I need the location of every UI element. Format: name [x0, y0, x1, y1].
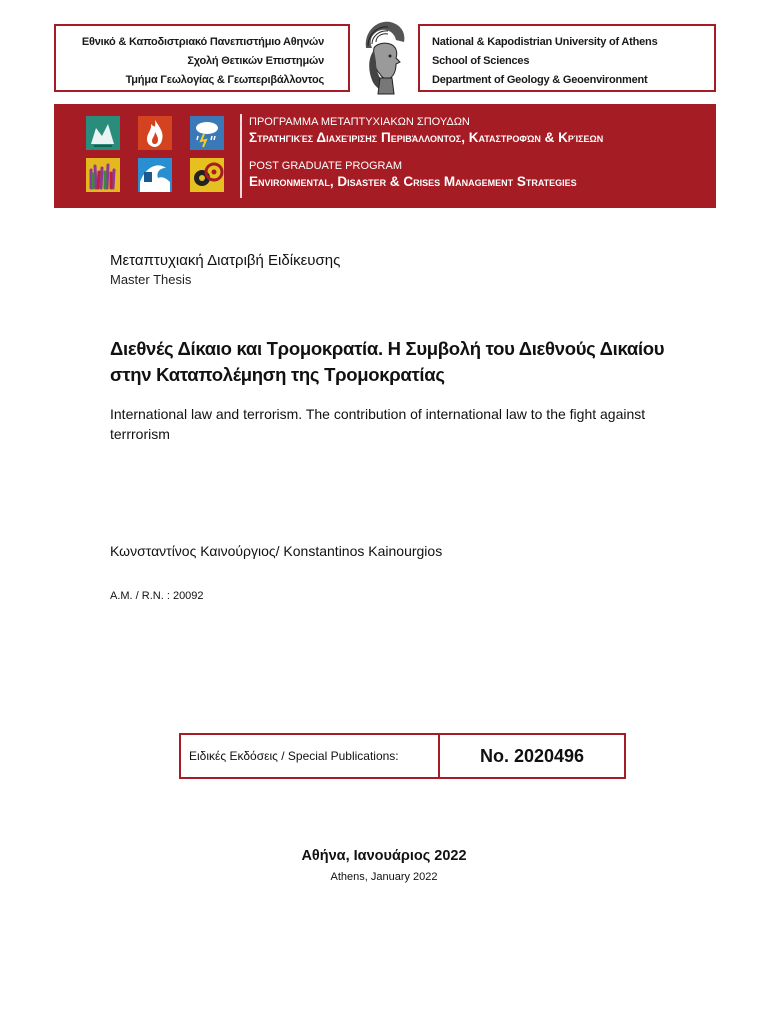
thesis-type-greek: Μεταπτυχιακή Διατριβή Ειδίκευσης: [110, 252, 341, 269]
place-date-greek: Αθήνα, Ιανουάριος 2022: [301, 848, 467, 864]
special-publications-box: [179, 733, 626, 779]
title-line: International law and terrorism. The contribution of international law to the fight against: [110, 406, 646, 422]
title-line: στην Καταπολέμηση της Τρομοκρατίας: [110, 364, 445, 385]
publications-label: Ειδικές Εκδόσεις / Special Publications:: [181, 735, 440, 777]
publications-number: No. 2020496: [479, 746, 585, 766]
banner-divider: [240, 114, 242, 198]
title-line: Διεθνές Δίκαιο και Τρομοκρατία. Η Συμβολή του Διεθνούς Δικαίου: [110, 338, 665, 359]
title-line: terrrorism: [110, 426, 170, 442]
header-line: School of Sciences: [432, 55, 530, 67]
header-line: Department of Geology & Geoenvironment: [432, 74, 648, 86]
fire-icon: [138, 116, 172, 150]
storm-icon: [190, 116, 224, 150]
place-date-english: Athens, January 2022: [330, 871, 438, 883]
registration-number: A.M. / R.N. : 20092: [110, 590, 204, 602]
program-title-greek: Στρατηγικές Διαχείρισης Περιβάλλοντος, Καταστροφών & Κρίσεων: [249, 130, 604, 145]
university-header-greek: [54, 24, 350, 92]
header-line: National & Kapodistrian University of Athens: [432, 36, 658, 48]
header-line: Εθνικό & Καποδιστριακό Πανεπιστήμιο Αθηνών: [81, 36, 324, 48]
thesis-title-greek: [110, 336, 664, 388]
thesis-type-english: Master Thesis: [110, 272, 192, 287]
flood-wave-icon: [138, 158, 172, 192]
thesis-title-english: [110, 404, 645, 444]
program-label-english: POST GRADUATE PROGRAM: [249, 160, 403, 172]
hazard-icon: [190, 158, 224, 192]
program-banner: [54, 104, 716, 208]
program-title-english: Environmental, Disaster & Crises Management Strategies: [249, 174, 577, 189]
author-name: Κωνσταντίνος Καινούργιος/ Konstantinos Kainourgios: [110, 543, 443, 559]
university-header-english: [418, 24, 716, 92]
header-line: Σχολή Θετικών Επιστημών: [187, 55, 324, 67]
earthquake-icon: [86, 116, 120, 150]
crowd-hands-icon: [86, 158, 120, 192]
athena-emblem-icon: [356, 18, 412, 98]
program-label-greek: ΠΡΟΓΡΑΜΜΑ ΜΕΤΑΠΤΥΧΙΑΚΩΝ ΣΠΟΥΔΩΝ: [249, 116, 470, 128]
header-line: Τμήμα Γεωλογίας & Γεωπεριβάλλοντος: [125, 74, 324, 86]
